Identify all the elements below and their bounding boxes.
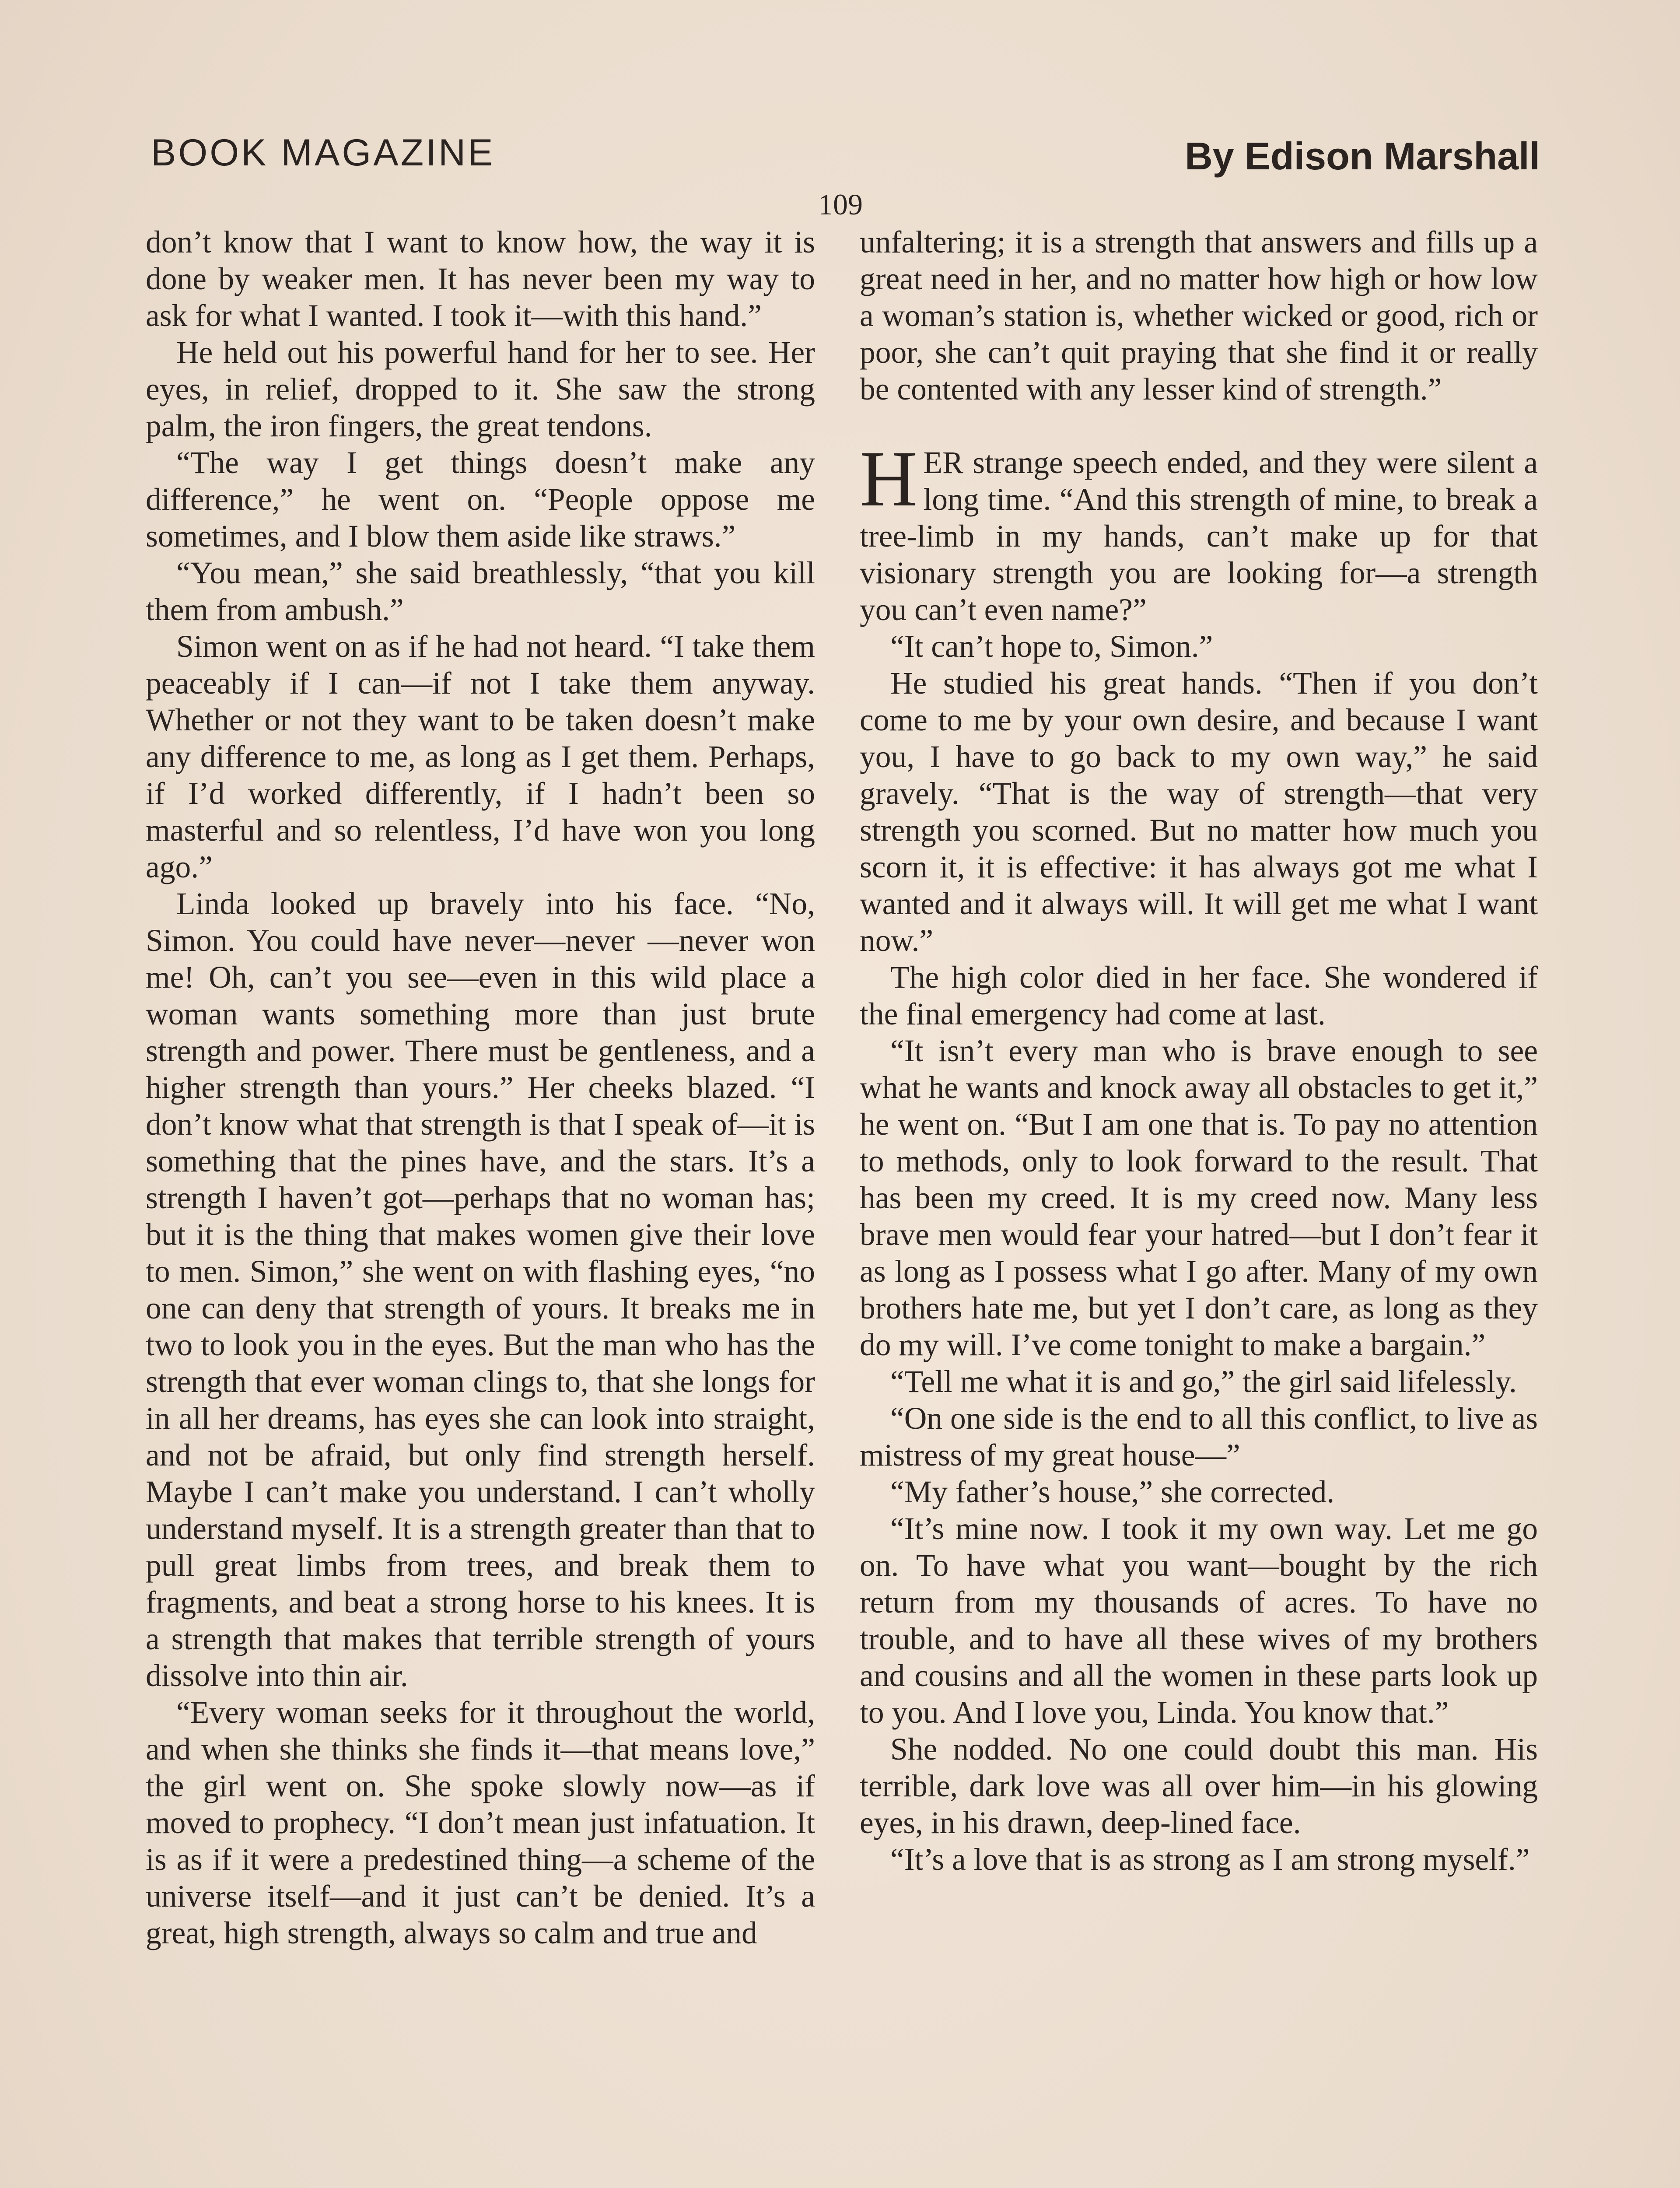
paragraph: Simon went on as if he had not heard. “I take them peaceably if I can—if not I take them anyway. Whether or not they want to be taken doesn’t make any difference to me, as long as I get them. Perhaps, if I’d worked differently, if I hadn’t been so masterful and so relentless, I’d have won you long ago.” — [146, 629, 815, 884]
paragraph: “On one side is the end to all this conflict, to live as mistress of my great house—” — [860, 1401, 1538, 1473]
paragraph: “It can’t hope to, Simon.” — [890, 629, 1213, 664]
paragraph: Linda looked up bravely into his face. “No, Simon. You could have never—never —never won me! Oh, can’t you see—even in this wild place a woman wants something more than just brute strength and power. There must be gentleness, and a higher strength than yours.” Her cheeks blazed. “I don’t know what that strength is that I speak of—it is something that the pines have, and the stars. It’s a strength I haven’t got—perhaps that no woman has; but it is the thing that makes women give their love to men. Simon,” she went on with flashing eyes, “no one can deny that strength of yours. It breaks me in two to look you in the eyes. But the man who has the strength that ever woman clings to, that she longs for in all her dreams, has eyes she can look into straight, and not be afraid, but only find strength herself. Maybe I can’t make you understand. I can’t wholly understand myself. It is a strength greater than that to pull great limbs from trees, and break them to fragments, and beat a strong horse to his knees. It is a strength that makes that terrible strength of yours dissolve into thin air. — [146, 887, 815, 1693]
paragraph: He held out his powerful hand for her to see. Her eyes, in relief, dropped to it. She saw the strong palm, the iron fingers, the great tendons. — [146, 335, 815, 443]
paragraph: “You mean,” she said breathlessly, “that you kill them from ambush.” — [146, 556, 815, 627]
left-column — [146, 224, 815, 1952]
section-opening-paragraph — [860, 435, 1538, 628]
right-column — [860, 224, 1538, 1878]
paragraph: “It’s a love that is as strong as I am strong myself.” — [890, 1842, 1530, 1877]
drop-cap: H — [860, 435, 917, 523]
paragraph: “It isn’t every man who is brave enough to see what he wants and knock away all obstacles to get it,” he went on. “But I am one that is. To pay no attention to methods, only to look forward to the result. That has been my creed. It is my creed now. Many less brave men would fear your hatred—but I don’t fear it as long as I possess what I go after. Many of my own brothers hate me, but yet I don’t care, as long as they do my will. I’ve come tonight to make a bargain.” — [860, 1034, 1538, 1362]
page-number: 109 — [818, 188, 863, 221]
magazine-title: BOOK MAGAZINE — [151, 132, 495, 174]
paragraph: “The way I get things doesn’t make any difference,” he went on. “People oppose me sometimes, and I blow them aside like straws.” — [146, 445, 815, 554]
paragraph: He studied his great hands. “Then if you don’t come to me by your own desire, and because I want you, I have to go back to my own way,” he said gravely. “That is the way of strength—that very strength you scorned. But no matter how much you scorn it, it is effective: it has always got me what I wanted and it always will. It will get me what I want now.” — [860, 666, 1538, 958]
paragraph: “Every woman seeks for it throughout the world, and when she thinks she finds it—that means love,” the girl went on. She spoke slowly now—as if moved to prophecy. “I don’t mean just infatuation. It is as if it were a predestined thing—a scheme of the universe itself—and it just can’t be denied. It’s a great, high strength, always so calm and true and — [146, 1695, 815, 1950]
paragraph: The high color died in her face. She wondered if the final emergency had come at last. — [860, 960, 1538, 1031]
paragraph: She nodded. No one could doubt this man. His terrible, dark love was all over him—in his glowing eyes, in his drawn, deep-lined face. — [860, 1732, 1538, 1840]
paragraph: “Tell me what it is and go,” the girl said lifelessly. — [890, 1364, 1517, 1399]
author-byline: By Edison Marshall — [1185, 134, 1540, 178]
paragraph: don’t know that I want to know how, the way it is done by weaker men. It has never been my way to ask for what I wanted. I took it—with this hand.” — [146, 225, 815, 333]
paragraph: “My father’s house,” she corrected. — [890, 1475, 1335, 1509]
paragraph: unfaltering; it is a strength that answers and fills up a great need in her, and no matter how high or how low a woman’s station is, whether wicked or good, rich or poor, she can’t quit praying that she find it or really be contented with any lesser kind of strength.” — [860, 225, 1538, 407]
paragraph: “It’s mine now. I took it my own way. Let me go on. To have what you want—bought by the rich return from my thousands of acres. To have no trouble, and to have all these wives of my brothers and cousins and all the women in these parts look up to you. And I love you, Linda. You know that.” — [860, 1511, 1538, 1730]
section-opening-text: ER strange speech ended, and they were silent a long time. “And this strength of mine, to break a tree-limb in my hands, can’t make up for that visionary strength you are looking for—a strength you can’t even name?” — [860, 445, 1538, 627]
